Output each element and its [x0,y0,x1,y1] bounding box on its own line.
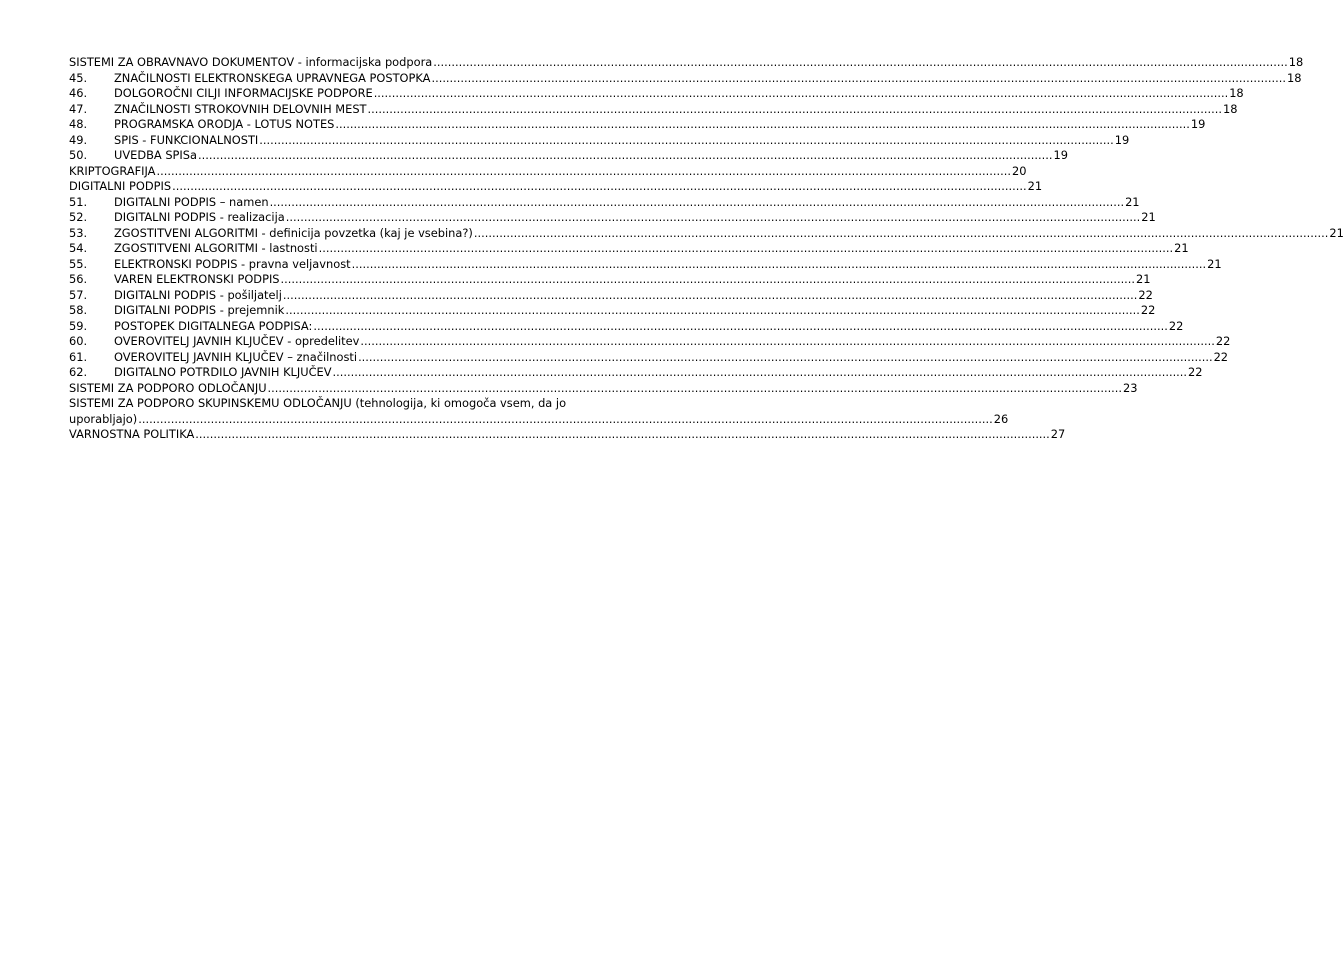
toc-entry-number: 57. [69,287,88,302]
toc-leader-dots [374,86,1229,102]
toc-entry-title: DIGITALNI PODPIS - pošiljatelj [114,287,282,302]
toc-entry-page: 18 [1288,55,1304,69]
toc-entry-title-line1: SISTEMI ZA PODPORO SKUPINSKEMU ODLOČANJU (tehnologija, ki omogoča vsem, da jo [69,396,567,410]
toc-entry[interactable] [69,101,1238,118]
toc-entry-page: 23 [1123,380,1138,395]
toc-entry-number: 54. [69,241,88,255]
table-of-contents [69,55,1344,443]
toc-entry-title: DIGITALNI PODPIS – namen [114,194,269,209]
toc-entry-page: 22 [1188,365,1203,379]
toc-entry-page: 22 [1140,303,1156,317]
toc-entry-page: 21 [1027,179,1043,193]
toc-entry-number: 55. [69,256,88,271]
toc-entry-page: 21 [1174,241,1189,255]
toc-entry[interactable] [69,287,1153,304]
toc-leader-dots [195,427,1050,443]
toc-leader-dots [474,226,1329,242]
toc-entry-title: DIGITALNI PODPIS - realizacija [114,210,285,224]
toc-entry-title: DOLGOROČNI CILJI INFORMACIJSKE PODPORE [114,86,373,100]
toc-leader-dots [172,179,1027,195]
toc-leader-dots [333,365,1188,381]
toc-entry-title: VAREN ELEKTRONSKI PODPIS [114,272,280,286]
toc-leader-dots [285,303,1140,319]
toc-entry-title: ZGOSTITVENI ALGORITMI - lastnosti [114,241,318,255]
toc-entry-title: UVEDBA SPISa [114,148,197,162]
toc-leader-dots [286,210,1141,226]
toc-entry[interactable] [69,225,1344,242]
toc-entry[interactable] [69,132,1130,149]
toc-entry[interactable] [69,210,1156,226]
toc-entry-title: KRIPTOGRAFIJA [69,163,156,178]
toc-entry-title: ZGOSTITVENI ALGORITMI - definicija povzetka (kaj je vsebina?) [114,225,473,240]
toc-entry-number: 53. [69,225,88,240]
toc-entry-title: ZNAČILNOSTI ELEKTRONSKEGA UPRAVNEGA POSTOPKA [114,70,431,85]
toc-entry-title: SISTEMI ZA PODPORO ODLOČANJU [69,380,267,395]
toc-entry-page: 22 [1215,334,1231,348]
toc-entry[interactable] [69,163,1027,180]
toc-entry-title: OVEROVITELJ JAVNIH KLJUČEV – značilnosti [114,349,358,364]
toc-entry[interactable] [69,334,1231,350]
toc-entry[interactable] [69,272,1151,288]
toc-entry[interactable] [69,55,1304,71]
toc-leader-dots [319,241,1174,257]
toc-entry[interactable] [69,179,1043,195]
toc-entry-page: 21 [1207,256,1222,271]
toc-entry-page: 22 [1213,349,1229,364]
toc-entry-page: 21 [1141,210,1156,224]
toc-entry-page: 22 [1168,318,1184,333]
toc-entry[interactable] [69,349,1229,366]
toc-leader-dots [156,164,1011,180]
toc-entry-title: DIGITALNI PODPIS [69,179,172,193]
toc-entry-title-line2: uporabljajo) [69,411,138,426]
toc-entry-title: SPIS - FUNKCIONALNOSTI [114,132,259,147]
toc-entry-group-decision[interactable] [69,396,1009,427]
toc-entry-title: VARNOSTNA POLITIKA [69,427,195,441]
toc-entry-number: 62. [69,365,88,379]
toc-entry-number: 61. [69,349,88,364]
toc-entry[interactable] [69,117,1206,133]
toc-entry-number: 51. [69,194,88,209]
toc-entry-title: ELEKTRONSKI PODPIS - pravna veljavnost [114,256,351,271]
toc-entry[interactable] [69,365,1203,381]
toc-entry-title: DIGITALNO POTRDILO JAVNIH KLJUČEV [114,365,332,379]
toc-entry-page: 27 [1050,427,1066,441]
toc-entry-page: 19 [1114,132,1130,147]
toc-entry-page: 21 [1136,272,1151,286]
toc-entry-number: 45. [69,70,88,85]
toc-entry[interactable] [69,70,1302,87]
toc-entry[interactable] [69,318,1184,335]
toc-entry-number: 46. [69,86,88,100]
toc-leader-dots [431,71,1286,87]
toc-entry-page: 26 [993,411,1009,426]
toc-entry-page: 18 [1229,86,1244,100]
toc-entry[interactable] [69,241,1189,257]
toc-entry-title: SISTEMI ZA OBRAVNAVO DOKUMENTOV - informacijska podpora [69,55,433,69]
toc-entry[interactable] [69,380,1138,397]
toc-entry-title: OVEROVITELJ JAVNIH KLJUČEV - opredelitev [114,334,360,348]
toc-entry[interactable] [69,256,1222,273]
toc-entry-title: DIGITALNI PODPIS - prejemnik [114,303,285,317]
toc-entries [69,55,1344,396]
toc-leader-dots [281,272,1136,288]
toc-leader-dots [368,102,1223,118]
toc-leader-dots [360,334,1215,350]
toc-entry-number: 50. [69,148,88,162]
toc-leader-dots [268,381,1123,397]
toc-entry-page: 22 [1138,287,1153,302]
toc-entry-title: ZNAČILNOSTI STROKOVNIH DELOVNIH MEST [114,101,367,116]
toc-leader-dots [358,350,1213,366]
toc-leader-dots [335,117,1190,133]
toc-entry-page: 18 [1223,101,1238,116]
toc-entry-page: 20 [1011,163,1027,178]
toc-leader-dots [352,257,1207,273]
toc-entry[interactable] [69,148,1068,164]
toc-entry-number: 58. [69,303,88,317]
toc-leader-dots [313,319,1168,335]
toc-entry-page: 18 [1286,70,1302,85]
toc-entry-page: 19 [1190,117,1206,131]
toc-entry-title: POSTOPEK DIGITALNEGA PODPISA: [114,318,313,333]
toc-entry-page: 21 [1329,225,1344,240]
toc-leader-dots [433,55,1288,71]
toc-leader-dots [138,412,993,428]
toc-entry-number: 49. [69,132,88,147]
toc-entry[interactable] [69,86,1244,102]
toc-leader-dots [259,133,1114,149]
toc-entry-number: 52. [69,210,88,224]
toc-entry-number: 47. [69,101,88,116]
toc-leader-dots [198,148,1053,164]
toc-entry-number: 56. [69,272,88,286]
toc-entry[interactable] [69,303,1156,319]
toc-entry-number: 59. [69,318,88,333]
toc-leader-dots [283,288,1138,304]
toc-entry[interactable] [69,194,1140,211]
toc-entry-page: 21 [1125,194,1140,209]
toc-entry-number: 60. [69,334,88,348]
toc-entry-page: 19 [1053,148,1068,162]
toc-entry-security-policy[interactable] [69,427,1066,443]
toc-leader-dots [270,195,1125,211]
toc-entry-title: PROGRAMSKA ORODJA - LOTUS NOTES [114,117,335,131]
toc-entry-number: 48. [69,117,88,131]
